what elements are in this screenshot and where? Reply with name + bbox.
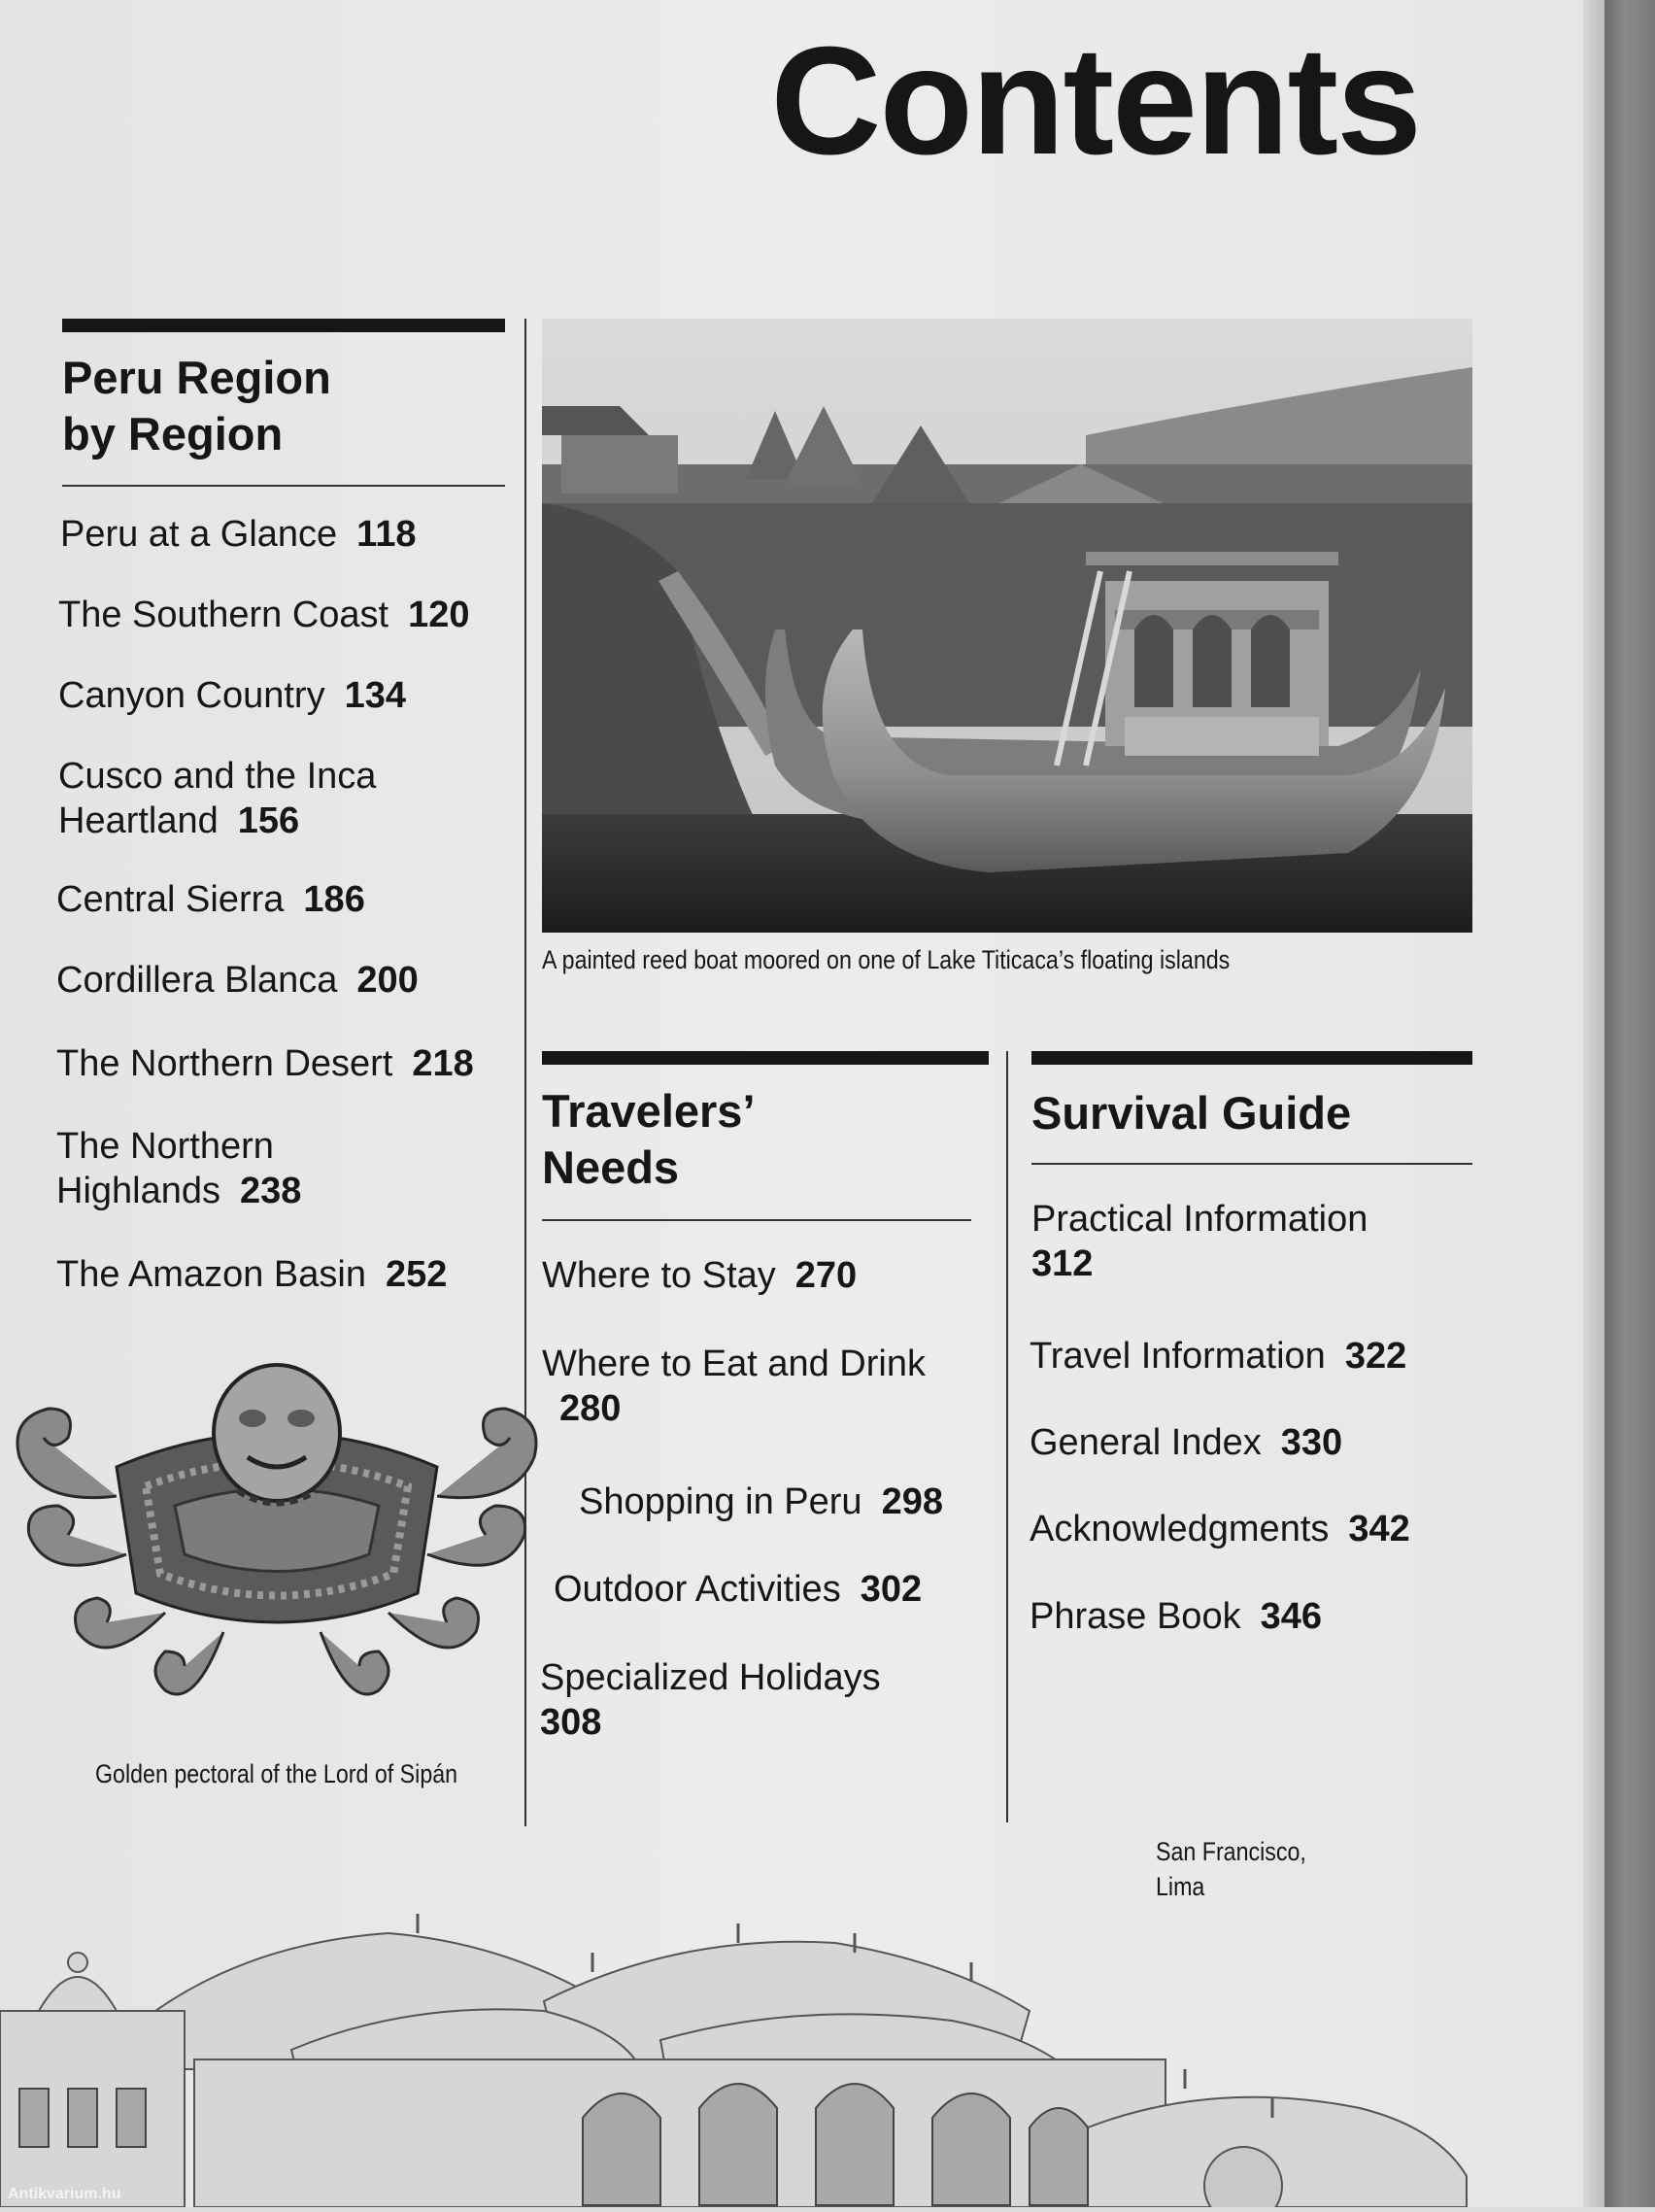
toc-entry-where-to-stay[interactable] [542,1253,857,1298]
page-edge-shadow [1583,0,1604,2207]
travelers-heading-rule [542,1219,971,1221]
toc-entry-practical-information[interactable] [1031,1197,1368,1286]
toc-entry-page: 298 [881,1481,943,1522]
toc-entry-peru-at-a-glance[interactable] [60,512,416,557]
toc-entry-label: Specialized Holidays [540,1657,881,1698]
toc-entry-label: Peru at a Glance [60,514,338,555]
region-heading-line1: Peru Region [62,352,331,403]
toc-entry-label: Canyon Country [58,675,325,716]
toc-entry-label: Outdoor Activities [554,1569,841,1610]
toc-entry-label: Phrase Book [1030,1596,1241,1637]
toc-entry-label-line2: Heartland [58,800,219,841]
survival-heading-bar [1031,1051,1472,1065]
toc-entry-label: Shopping in Peru [579,1481,862,1522]
toc-entry-page: 156 [237,800,300,841]
toc-entry-where-to-eat[interactable] [542,1342,926,1431]
toc-entry-label: Central Sierra [56,879,285,920]
toc-entry-label: Cusco and the Inca [58,756,377,797]
toc-entry-page: 312 [1031,1243,1094,1284]
toc-entry-page: 238 [240,1171,302,1211]
reed-boat-illustration [542,319,1472,933]
toc-entry-page: 330 [1280,1422,1343,1463]
toc-entry-page: 302 [860,1569,923,1610]
toc-entry-cordillera-blanca[interactable] [56,958,419,1003]
toc-entry-label: Cordillera Blanca [56,960,338,1001]
toc-entry-page: 200 [356,960,419,1001]
toc-entry-acknowledgments[interactable] [1030,1507,1410,1551]
pectoral-drawing [0,1360,563,1768]
cathedral-caption-line1: San Francisco, [1156,1837,1306,1866]
cathedral-drawing [0,1894,1496,2207]
toc-entry-page: 218 [412,1043,474,1084]
survival-heading: Survival Guide [1031,1087,1352,1139]
toc-entry-shopping[interactable] [579,1480,943,1524]
travelers-heading [542,1083,756,1196]
toc-entry-label: The Southern Coast [58,595,389,635]
toc-entry-page: 118 [356,514,417,555]
watermark: Antikvarium.hu [8,2186,121,2202]
toc-entry-phrase-book[interactable] [1030,1594,1322,1639]
toc-entry-label: General Index [1030,1422,1262,1463]
book-background-strip [1604,0,1655,2207]
toc-entry-central-sierra[interactable] [56,877,365,922]
toc-entry-northern-desert[interactable] [56,1041,474,1086]
toc-entry-label: Where to Stay [542,1255,776,1296]
toc-entry-label: The Northern Desert [56,1043,393,1084]
pectoral-caption: Golden pectoral of the Lord of Sipán [95,1759,458,1788]
toc-entry-page: 346 [1260,1596,1322,1637]
survival-heading-rule [1031,1163,1472,1165]
toc-entry-canyon-country[interactable] [58,673,406,718]
toc-entry-southern-coast[interactable] [58,593,470,637]
region-heading-rule [62,485,505,487]
toc-entry-label: The Amazon Basin [56,1254,366,1295]
travelers-heading-line1: Travelers’ [542,1085,756,1137]
toc-entry-page: 270 [794,1255,858,1296]
toc-entry-page: 308 [540,1702,602,1743]
toc-entry-page: 134 [344,675,406,716]
cathedral-caption-line2: Lima [1156,1872,1205,1901]
toc-entry-specialized-holidays[interactable] [540,1655,881,1745]
toc-entry-travel-information[interactable] [1030,1334,1406,1378]
toc-entry-page: 120 [408,595,470,635]
toc-entry-page: 252 [385,1254,448,1295]
toc-entry-label: Travel Information [1030,1336,1326,1377]
toc-entry-label: Practical Information [1031,1199,1368,1240]
toc-entry-page: 322 [1344,1336,1407,1377]
toc-entry-label: Acknowledgments [1030,1509,1330,1549]
toc-entry-page: 280 [559,1388,622,1429]
region-heading-line2: by Region [62,408,284,459]
region-heading-bar [62,319,505,332]
toc-entry-outdoor-activities[interactable] [554,1567,922,1612]
toc-entry-cusco[interactable] [58,754,376,843]
photo-caption: A painted reed boat moored on one of Lake Titicaca’s floating islands [542,945,1231,974]
column-divider-right [1006,1051,1008,1822]
toc-entry-northern-highlands[interactable] [56,1124,301,1213]
toc-entry-page: 186 [303,879,365,920]
toc-entry-page: 342 [1348,1509,1410,1549]
travelers-heading-line2: Needs [542,1141,680,1193]
toc-entry-label-line2: Highlands [56,1171,220,1211]
page-title: Contents [770,16,1420,187]
pectoral-illustration [0,1360,563,1768]
toc-entry-label: Where to Eat and Drink [542,1344,926,1384]
region-heading [62,350,331,462]
reed-boat-photo [542,319,1472,933]
toc-entry-label: The Northern [56,1126,274,1167]
san-francisco-illustration [0,1894,1496,2207]
toc-entry-general-index[interactable] [1030,1420,1342,1465]
travelers-heading-bar [542,1051,989,1065]
toc-entry-amazon-basin[interactable] [56,1252,447,1297]
